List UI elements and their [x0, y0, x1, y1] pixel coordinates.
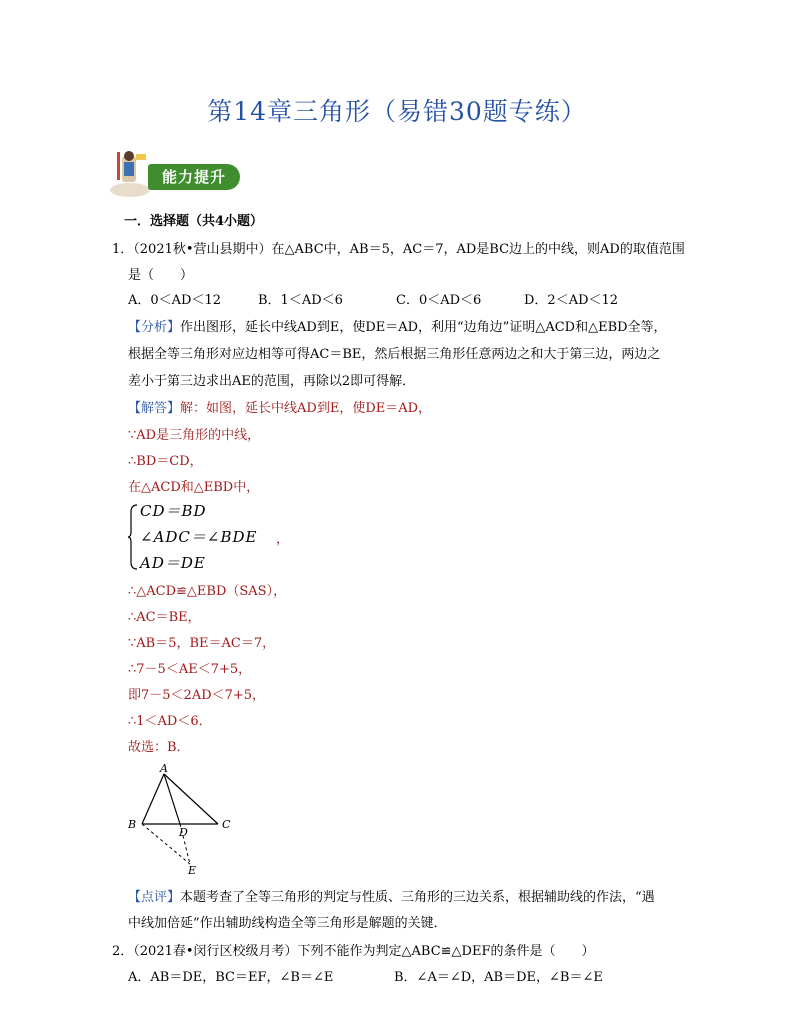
triangle-figure — [124, 764, 234, 876]
analysis-tag: 【分析】 — [128, 320, 181, 335]
comment-text1: 本题考查了全等三角形的判定与性质、三角形的三边关系，根据辅助线的作法，“遇 — [180, 890, 655, 905]
point-label: A — [160, 764, 168, 775]
q1-stem-line1: 1．（2021秋•营山县期中）在△ABC中，AB＝5，AC＝7，AD是BC边上的中线，则AD的取值范围 — [112, 242, 685, 257]
equation-comma: ， — [276, 532, 290, 547]
q1-option-b: B．1＜AD＜6 — [258, 293, 343, 308]
equation-row: CD＝BD — [140, 502, 207, 520]
answer-text1: 解：如图，延长中线AD到E，使DE＝AD， — [180, 401, 432, 416]
point-label: E — [188, 864, 197, 876]
equation-brace-icon — [128, 504, 138, 570]
solution-step: ∴△ACD≌△EBD（SAS）， — [128, 584, 287, 599]
section-heading: 一．选择题（共4小题） — [124, 214, 264, 229]
q2-stem: 2．（2021春•闵行区校级月考）下列不能作为判定△ABC≌△DEF的条件是（ ） — [112, 944, 595, 959]
comment-tag: 【点评】 — [128, 890, 181, 905]
q1-option-c: C．0＜AD＜6 — [396, 293, 482, 308]
analysis-line3: 差小于第三边求出AE的范围，再除以2即可得解． — [128, 374, 416, 389]
answer-tag: 【解答】 — [128, 401, 181, 416]
q1-option-a: A．0＜AD＜12 — [128, 293, 222, 308]
solution-step: ∴BD＝CD， — [128, 454, 203, 469]
page-title: 第14章三角形（易错30题专练） — [207, 97, 587, 126]
solution-step: ∵AB＝5，BE＝AC＝7， — [128, 636, 276, 651]
ability-banner — [108, 150, 242, 198]
analysis-line2: 根据全等三角形对应边相等可得AC＝BE，然后根据三角形任意两边之和大于第三边，两边之 — [128, 347, 661, 362]
answer-line1 — [128, 399, 431, 419]
solution-step: 即7－5＜2AD＜7+5， — [128, 688, 266, 703]
analysis-line1 — [128, 318, 667, 338]
equation-row: AD＝DE — [140, 554, 206, 572]
equation-row: ∠ADC＝∠BDE — [140, 528, 258, 546]
solution-step: ∵AD是三角形的中线， — [128, 428, 261, 443]
q2-option-a: A．AB＝DE，BC＝EF，∠B＝∠E — [128, 970, 334, 985]
banner-label: 能力提升 — [162, 168, 227, 186]
point-label: D — [179, 826, 188, 839]
analysis-text1: 作出图形，延长中线AD到E，使DE＝AD，利用“边角边”证明△ACD和△EBD全等， — [180, 320, 667, 335]
solution-step: 故选：B． — [128, 740, 190, 755]
point-label: B — [128, 818, 137, 831]
q1-option-d: D．2＜AD＜12 — [524, 293, 619, 308]
point-label: C — [222, 818, 231, 831]
solution-step: ∴7－5＜AE＜7+5， — [128, 662, 252, 677]
solution-step: ∴1＜AD＜6． — [128, 714, 212, 729]
solution-step: ∴AC＝BE， — [128, 610, 201, 625]
comment-line2: 中线加倍延”作出辅助线构造全等三角形是解题的关键． — [128, 916, 447, 931]
q2-option-b: B．∠A＝∠D，AB＝DE，∠B＝∠E — [394, 970, 603, 985]
solution-step: 在△ACD和△EBD中， — [128, 480, 260, 495]
q1-stem-line2: 是（ ） — [128, 268, 194, 283]
comment-line1 — [128, 888, 655, 908]
